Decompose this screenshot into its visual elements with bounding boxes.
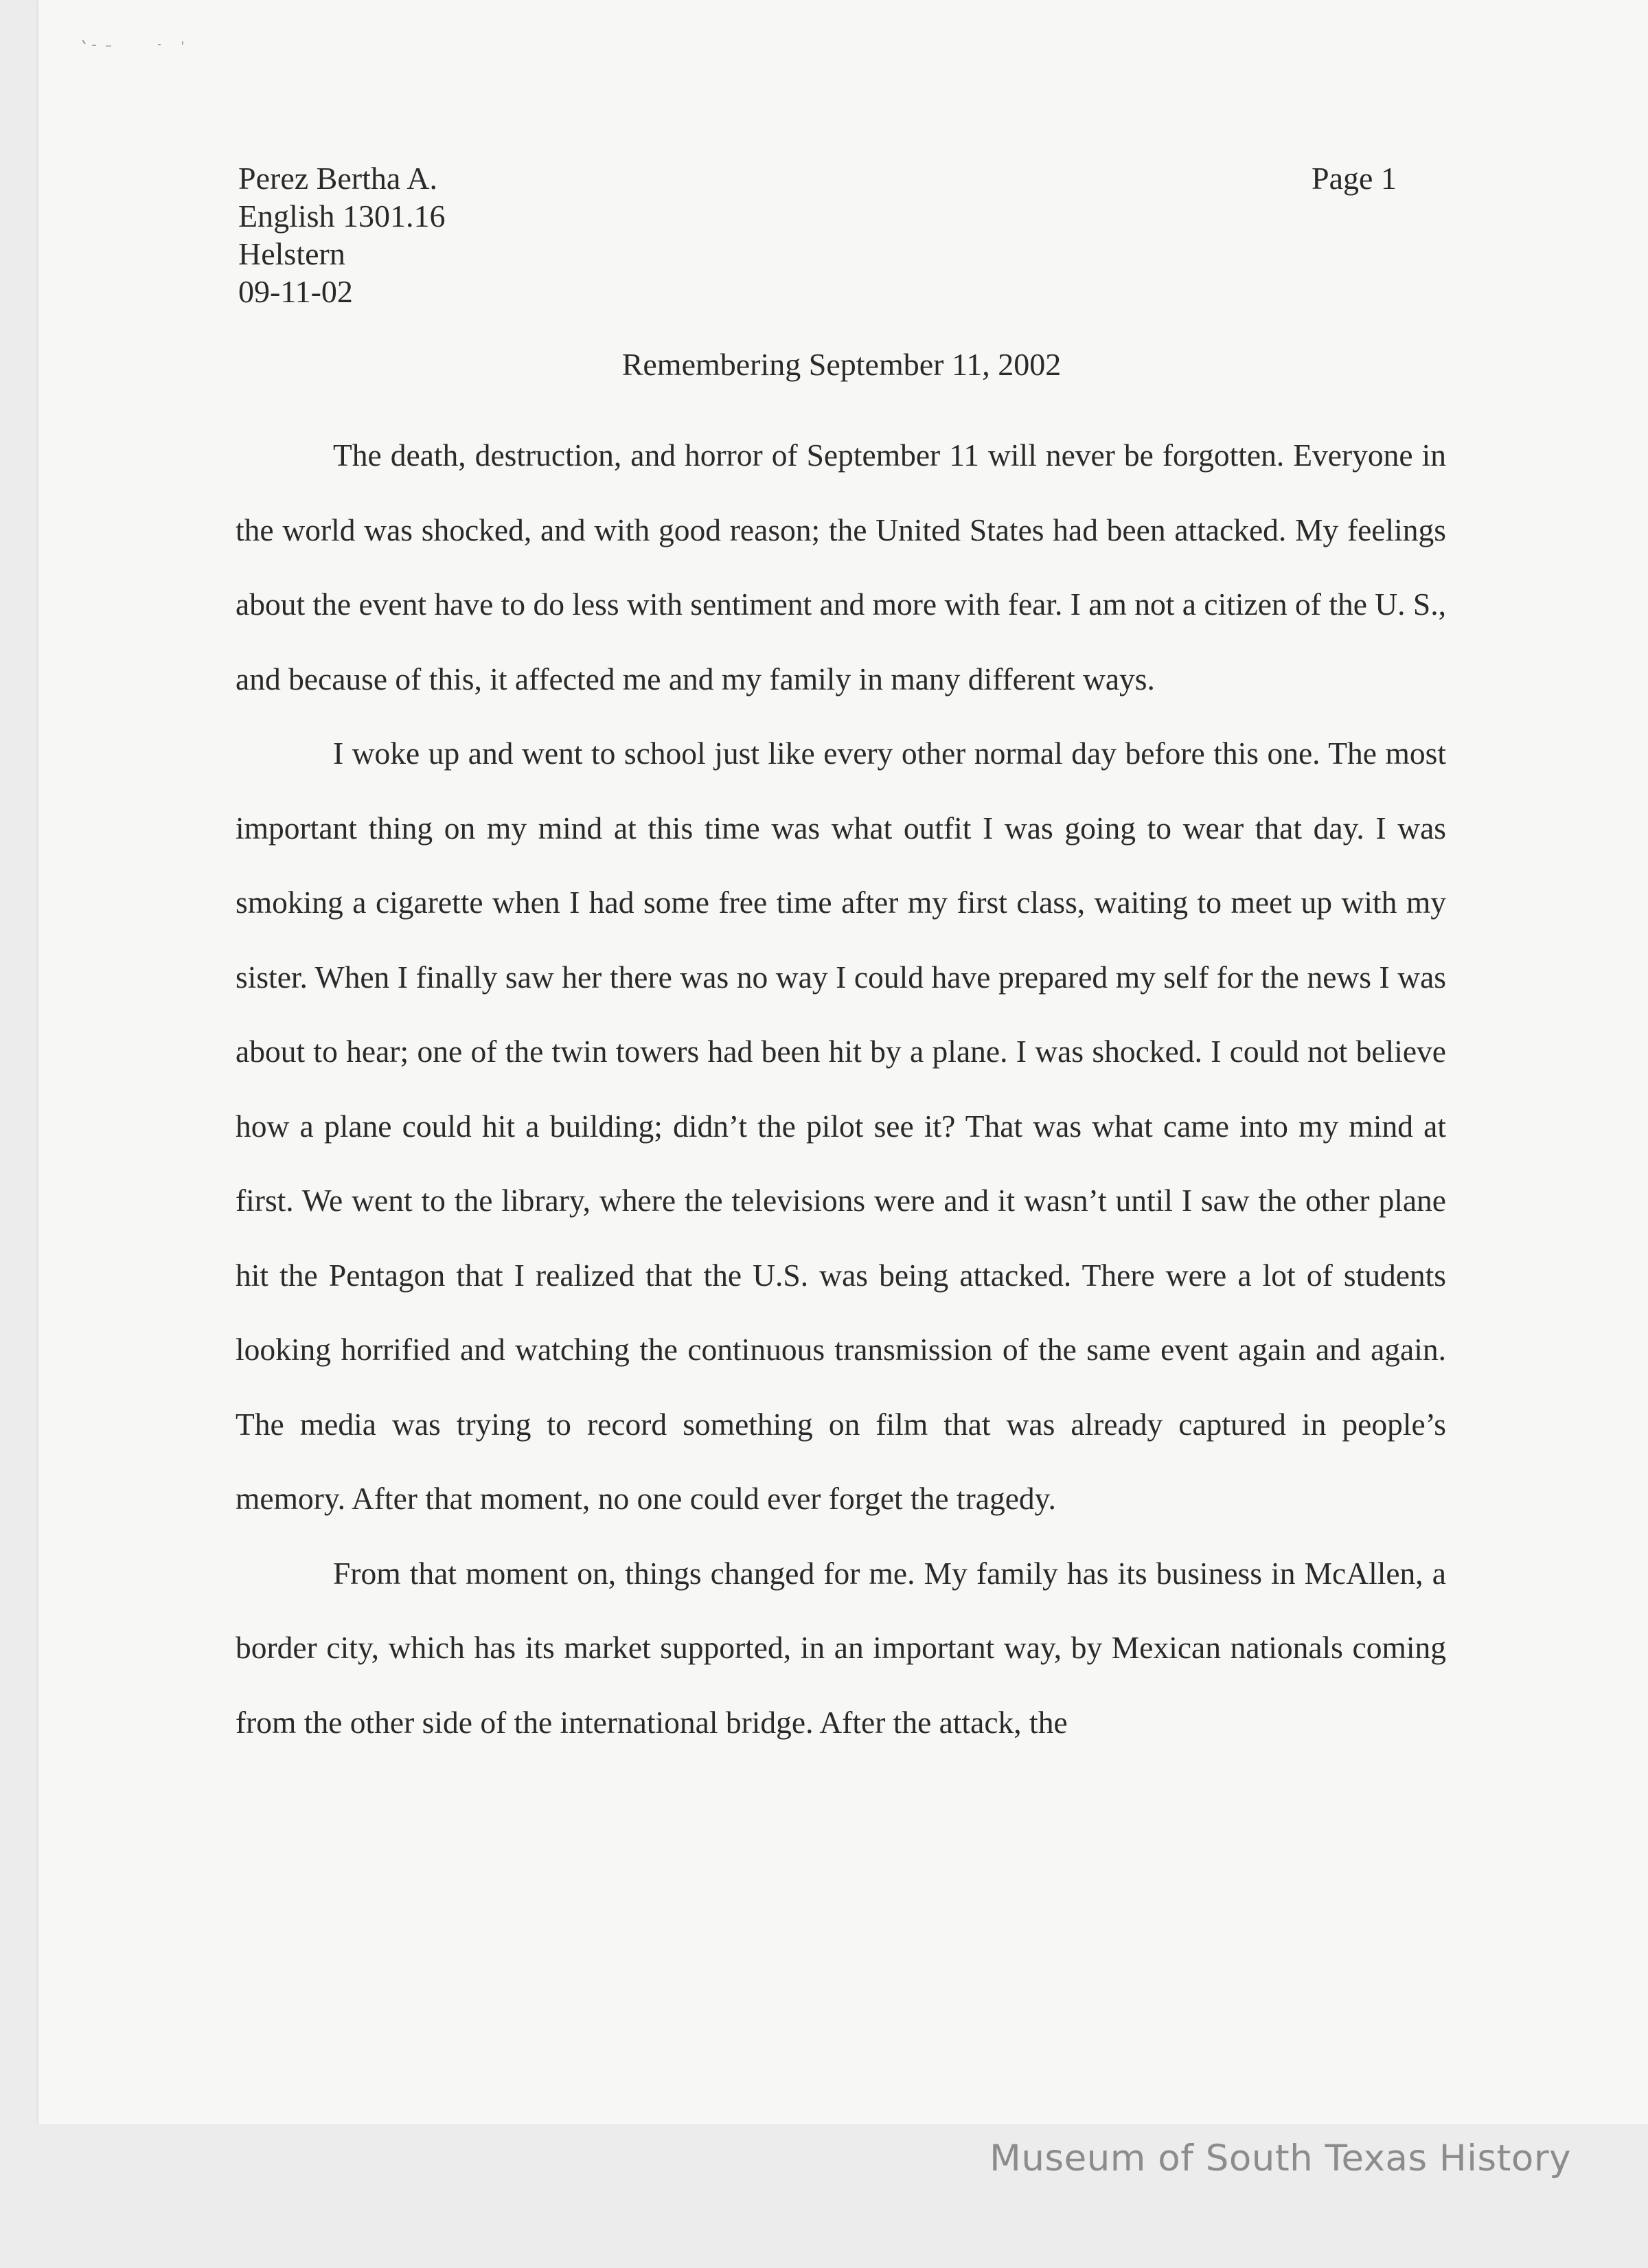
essay-heading-block bbox=[238, 159, 446, 310]
instructor-name: Helstern bbox=[238, 236, 345, 271]
museum-watermark: Museum of South Texas History bbox=[989, 2137, 1571, 2179]
paragraph: From that moment on, things changed for me. My family has its business in McAllen, a border city, which has its market supported, in an important way, by Mexican nationals coming from the other side of the international bridge. After the attack, the bbox=[236, 1555, 1446, 1740]
scan-artifact-marks bbox=[82, 36, 185, 49]
essay-date: 09-11-02 bbox=[238, 274, 353, 309]
page-number: Page 1 bbox=[1312, 161, 1397, 196]
paragraph: I woke up and went to school just like every other normal day before this one. The most important thing on my mind at this time was what outfit I was going to wear that day. I was smoking a cigarette when I had some free time after my first class, waiting to meet up with my sister. When I finally saw her there was no way I could have prepared my self for the news I was about to hear; one of the twin towers had been hit by a plane. I was shocked. I could not believe how a plane could hit a building; didn’t the pilot see it? That was what came into my mind at first. We went to the library, where the televisions were and it wasn’t until I saw the other plane hit the Pentagon that I realized that the U.S. was being attacked. There were a lot of students looking horrified and watching the continuous transmission of the same event again and again. The media was trying to record something on film that was already captured in people’s memory. After that moment, no one could ever forget the tragedy. bbox=[236, 736, 1446, 1516]
essay-body bbox=[236, 418, 1446, 1760]
essay-title: Remembering September 11, 2002 bbox=[621, 347, 1062, 382]
author-name: Perez Bertha A. bbox=[238, 161, 437, 196]
paragraph: The death, destruction, and horror of September 11 will never be forgotten. Everyone in the world was shocked, and with good reason; the United States had been attacked. My feelings about the event have to do less with sentiment and more with fear. I am not a citizen of the U. S., and because of this, it affected me and my family in many different ways. bbox=[236, 438, 1446, 696]
course-name: English 1301.16 bbox=[238, 199, 446, 234]
